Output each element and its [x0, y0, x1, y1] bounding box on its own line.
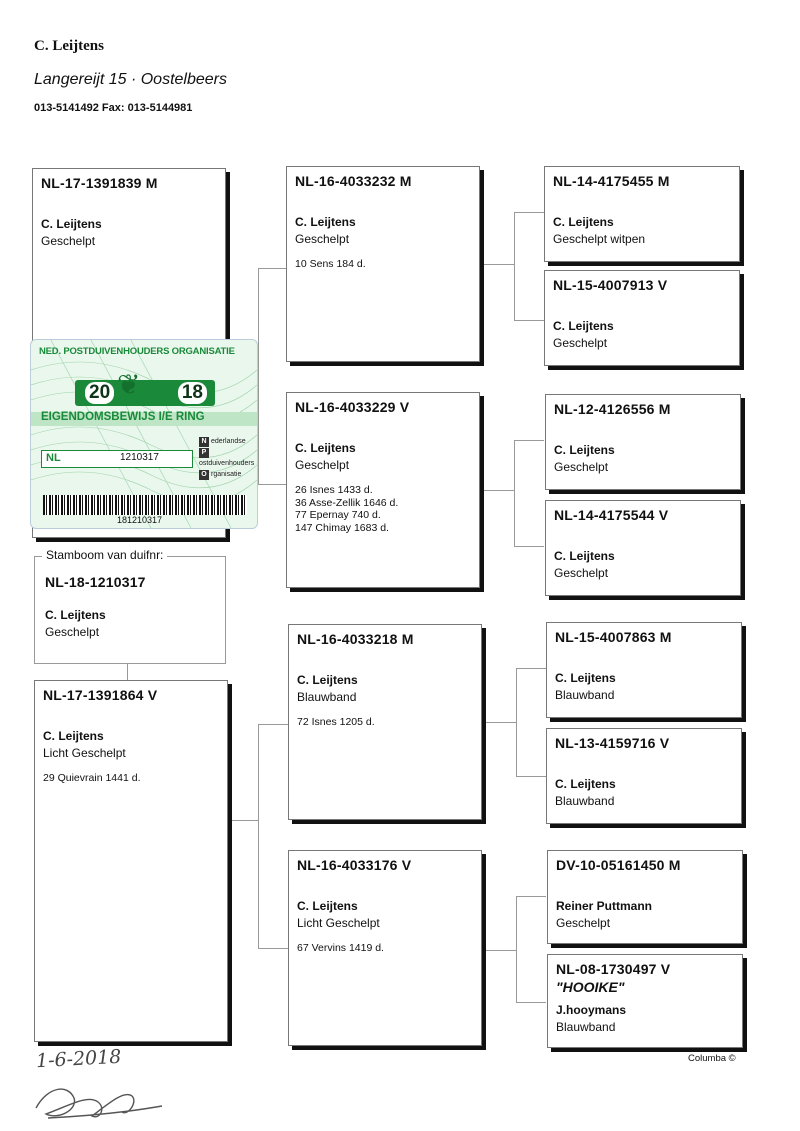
ggp-owner: C. Leijtens — [554, 549, 615, 563]
subject-card — [34, 556, 226, 664]
npo-p-text: ostduivenhouders — [199, 460, 255, 467]
result-line: 67 Vervins 1419 d. — [297, 942, 384, 954]
certificate-country: NL — [46, 452, 61, 464]
ggp-owner: C. Leijtens — [555, 777, 616, 791]
ggp-owner: J.hooymans — [556, 1003, 627, 1017]
ggp-owner: Reiner Puttmann — [556, 899, 653, 913]
result-line: 36 Asse-Zellik 1646 d. — [295, 496, 399, 509]
ggp-ring: NL-08-1730497 V — [556, 961, 671, 977]
certificate-year — [75, 380, 215, 406]
connector-line — [258, 724, 259, 948]
gp-ff-owner: C. Leijtens — [295, 215, 356, 229]
ggp-owner: C. Leijtens — [555, 671, 616, 685]
gp-mf-results — [297, 716, 473, 729]
father-ring-number: NL-17-1391839 M — [41, 175, 158, 191]
breeder-phone: 013-5141492 Fax: 013-5144981 — [34, 102, 193, 114]
subject-owner: C. Leijtens — [45, 608, 106, 622]
gp-ff-results — [295, 258, 471, 271]
npo-n-text: ederlandse — [211, 438, 246, 445]
ggp-ring: NL-15-4007913 V — [553, 277, 668, 293]
mother-card — [34, 680, 228, 1042]
connector-line — [514, 440, 515, 546]
year-right: 18 — [178, 382, 207, 404]
ggp-color: Geschelpt — [554, 566, 609, 580]
gp-mm-color: Licht Geschelpt — [297, 916, 380, 930]
connector-line — [516, 776, 546, 777]
ggp-card-8 — [547, 954, 743, 1048]
mother-ring-number: NL-17-1391864 V — [43, 687, 158, 703]
ggp-owner: C. Leijtens — [553, 319, 614, 333]
gp-ff-color: Geschelpt — [295, 232, 350, 246]
columba-brand: Columba © — [688, 1053, 736, 1064]
connector-line — [482, 722, 516, 723]
connector-line — [516, 1002, 546, 1003]
barcode — [43, 495, 247, 515]
subject-label: Stamboom van duifnr: — [42, 548, 167, 562]
gp-fm-results — [295, 484, 471, 534]
grandmother-paternal-card — [286, 392, 480, 588]
npo-logo: N ederlandse Postduivenhouders O rganisatie — [199, 438, 255, 478]
ggp-color: Geschelpt — [554, 460, 609, 474]
ggp-color: Blauwband — [555, 688, 615, 702]
ggp-color: Blauwband — [556, 1020, 616, 1034]
gp-fm-color: Geschelpt — [295, 458, 350, 472]
crest-icon: ❦ — [117, 369, 141, 400]
gp-mf-color: Blauwband — [297, 690, 357, 704]
result-line: 26 Isnes 1433 d. — [295, 484, 373, 496]
barcode-number: 181210317 — [117, 515, 163, 525]
npo-o-text: rganisatie — [211, 471, 242, 478]
connector-line — [228, 820, 258, 821]
ggp-color: Geschelpt witpen — [553, 232, 646, 246]
gp-mm-owner: C. Leijtens — [297, 899, 358, 913]
connector-line — [516, 668, 517, 776]
ggp-card-6 — [546, 728, 742, 824]
breeder-name: C. Leijtens — [34, 38, 104, 54]
certificate-title: EIGENDOMSBEWIJS I/E RING — [41, 411, 205, 423]
result-line: 147 Chimay 1683 d. — [295, 521, 389, 534]
grandfather-maternal-card — [288, 624, 482, 820]
connector-line — [482, 950, 516, 951]
connector-line — [258, 484, 286, 485]
ggp-ring: NL-14-4175455 M — [553, 173, 670, 189]
connector-line — [258, 268, 259, 484]
gp-ff-ring: NL-16-4033232 M — [295, 173, 412, 189]
father-color: Geschelpt — [41, 234, 96, 248]
ring-certificate — [30, 339, 258, 529]
result-line: 10 Sens 184 d. — [295, 258, 366, 270]
ggp-card-7 — [547, 850, 743, 944]
subject-color: Geschelpt — [45, 625, 100, 639]
handwritten-date: 1-6-2018 — [35, 1045, 122, 1073]
year-left: 20 — [85, 382, 114, 404]
connector-line — [480, 264, 514, 265]
result-line: 29 Quievrain 1441 d. — [43, 772, 141, 784]
certificate-title-band — [31, 412, 257, 426]
connector-line — [514, 212, 515, 320]
certificate-number: 1210317 — [120, 452, 159, 463]
connector-line — [516, 896, 517, 1002]
result-line: 77 Epernay 740 d. — [295, 509, 381, 521]
connector-line — [514, 320, 544, 321]
connector-line — [514, 440, 544, 441]
connector-line — [258, 724, 288, 725]
ggp-card-5 — [546, 622, 742, 718]
signature-icon — [28, 1076, 168, 1126]
ggp-color: Blauwband — [555, 794, 615, 808]
ggp-ring: NL-14-4175544 V — [554, 507, 669, 523]
connector-line — [516, 668, 546, 669]
gp-fm-owner: C. Leijtens — [295, 441, 356, 455]
ggp-card-1 — [544, 166, 740, 262]
ggp-color: Geschelpt — [556, 916, 611, 930]
mother-owner: C. Leijtens — [43, 729, 104, 743]
certificate-ring-field — [41, 450, 193, 468]
grandmother-maternal-card — [288, 850, 482, 1046]
ggp-owner: C. Leijtens — [553, 215, 614, 229]
ggp-card-2 — [544, 270, 740, 366]
ggp-card-4 — [545, 500, 741, 596]
gp-mf-owner: C. Leijtens — [297, 673, 358, 687]
ggp-ring: NL-12-4126556 M — [554, 401, 671, 417]
mother-color: Licht Geschelpt — [43, 746, 126, 760]
gp-fm-ring: NL-16-4033229 V — [295, 399, 410, 415]
mother-results — [43, 772, 219, 785]
ggp-color: Geschelpt — [553, 336, 608, 350]
connector-line — [258, 268, 286, 269]
breeder-address: Langereijt 15 · Oostelbeers — [34, 71, 227, 88]
connector-line — [516, 896, 546, 897]
connector-line — [514, 212, 544, 213]
gp-mf-ring: NL-16-4033218 M — [297, 631, 414, 647]
ggp-owner: C. Leijtens — [554, 443, 615, 457]
connector-line — [514, 546, 544, 547]
connector-line — [258, 948, 288, 949]
grandfather-paternal-card — [286, 166, 480, 362]
certificate-org: NED. POSTDUIVENHOUDERS ORGANISATIE — [39, 346, 235, 357]
connector-line — [480, 490, 514, 491]
gp-mm-ring: NL-16-4033176 V — [297, 857, 412, 873]
result-line: 72 Isnes 1205 d. — [297, 716, 375, 728]
gp-mm-results — [297, 942, 473, 955]
ggp-nickname: "HOOIKE" — [556, 979, 625, 995]
ggp-card-3 — [545, 394, 741, 490]
subject-ring-number: NL-18-1210317 — [45, 574, 146, 590]
ggp-ring: NL-15-4007863 M — [555, 629, 672, 645]
connector-line — [127, 664, 128, 680]
ggp-ring: DV-10-05161450 M — [556, 857, 681, 873]
father-owner: C. Leijtens — [41, 217, 102, 231]
ggp-ring: NL-13-4159716 V — [555, 735, 670, 751]
